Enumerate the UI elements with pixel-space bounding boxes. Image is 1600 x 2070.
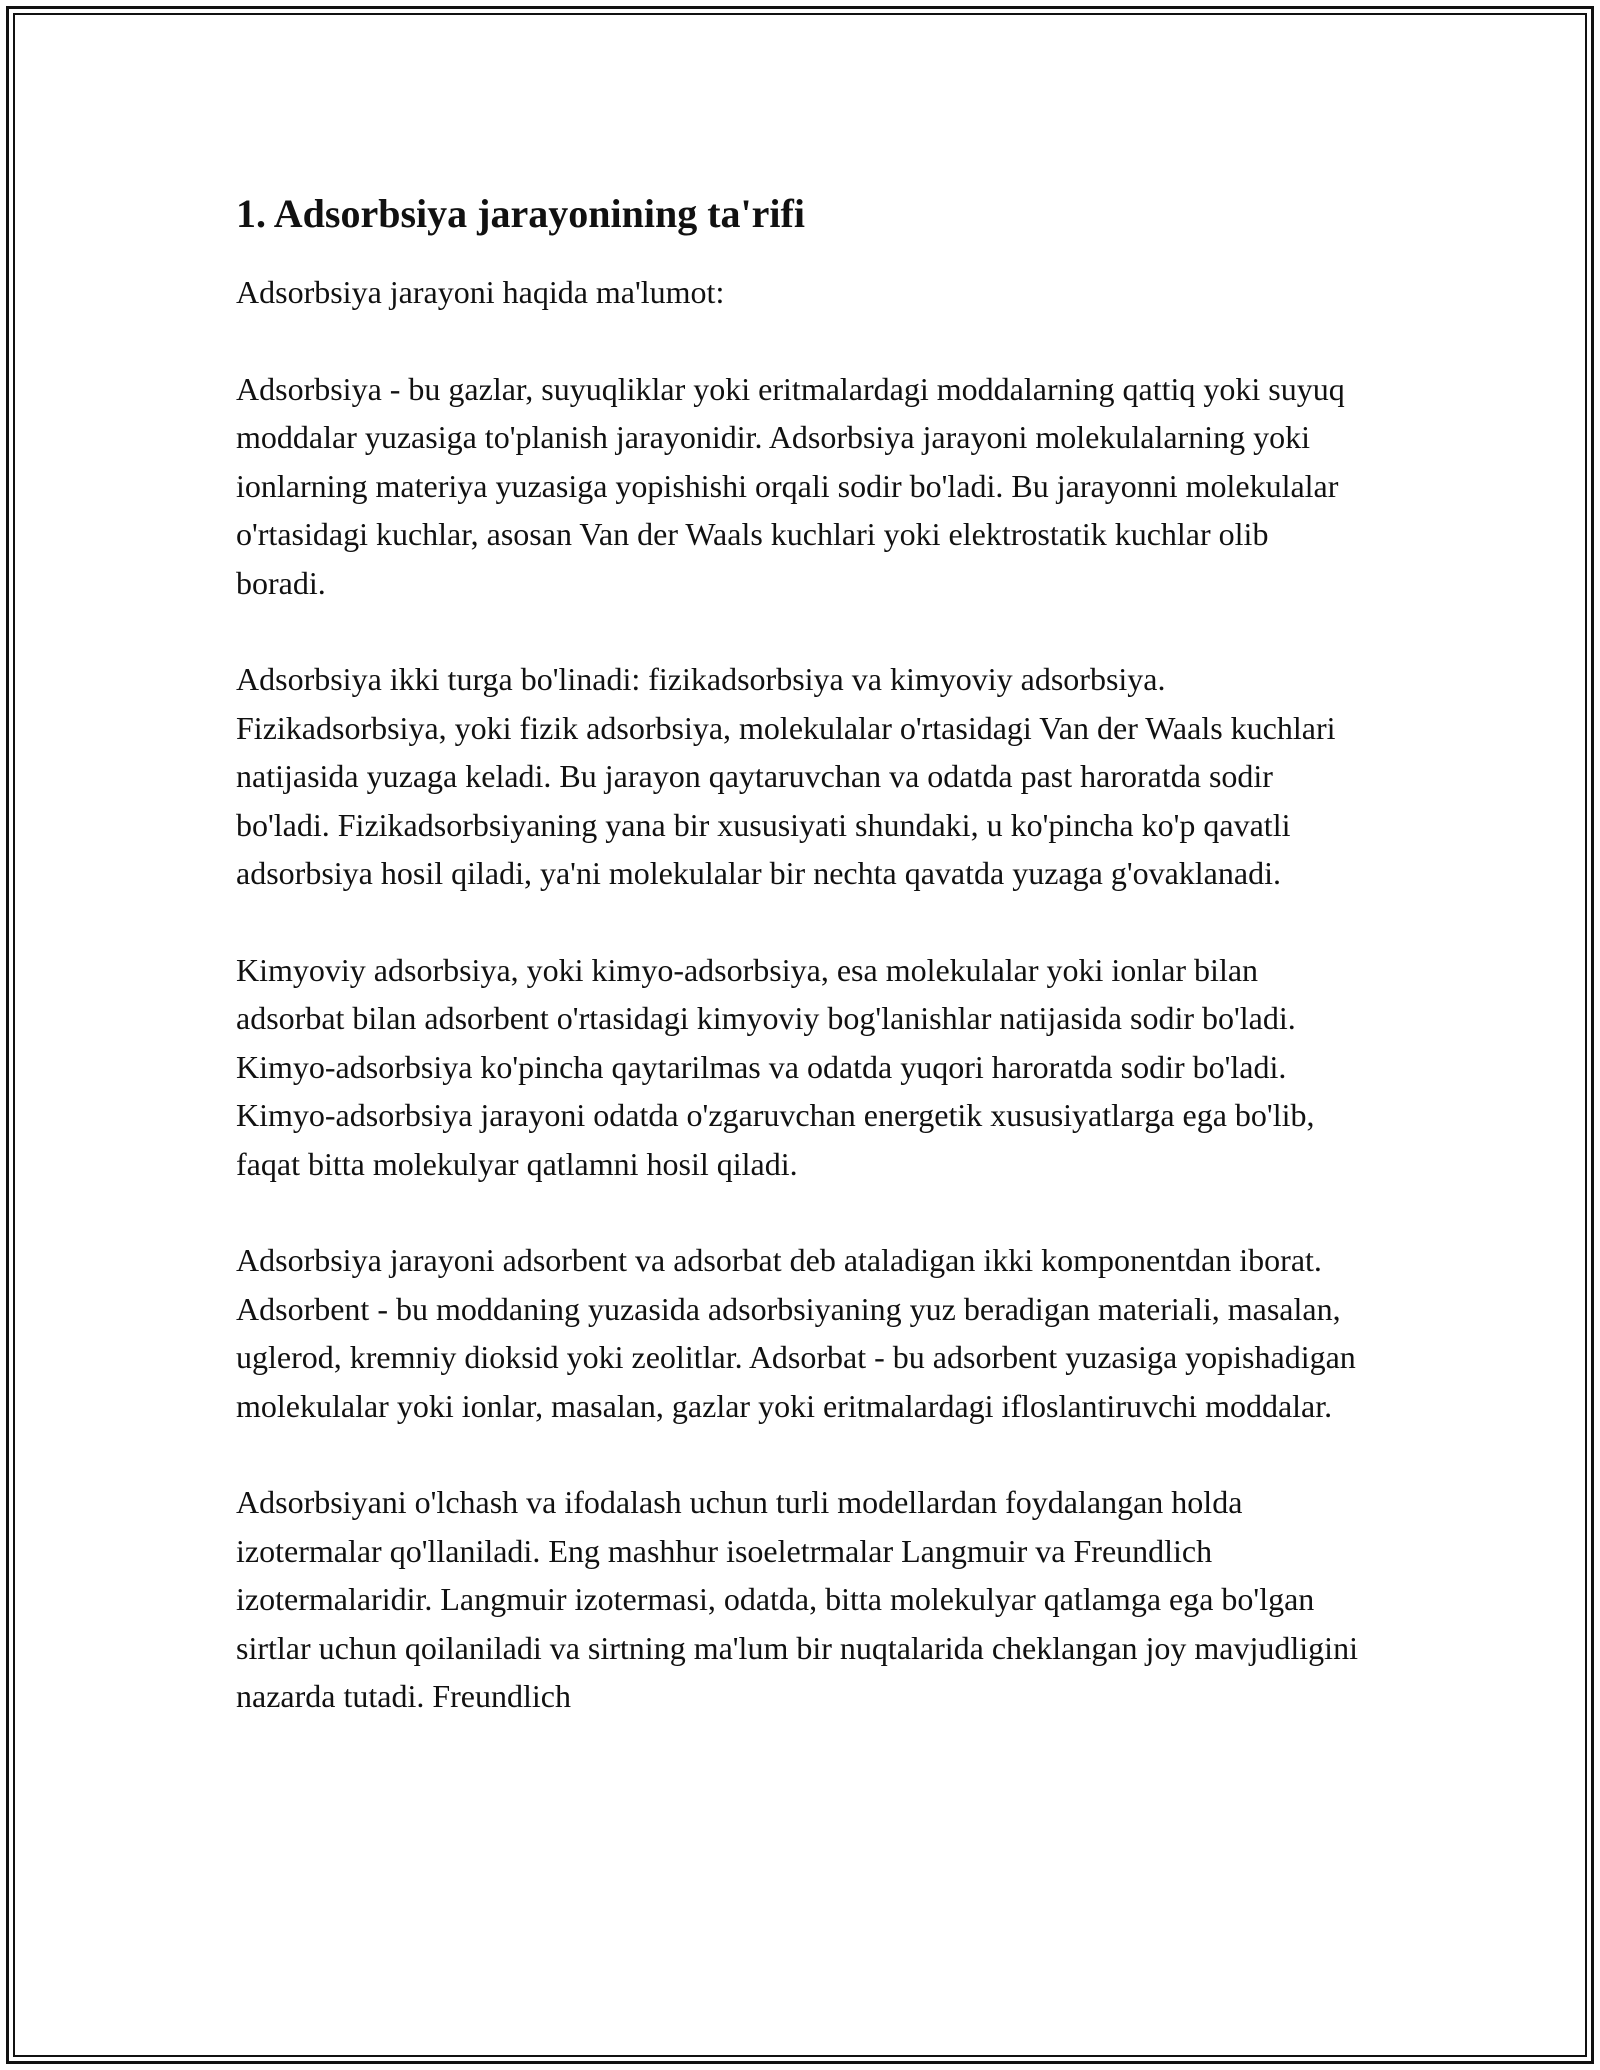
section-heading: 1. Adsorbsiya jarayonining ta'rifi (236, 191, 805, 236)
paragraph-types: Adsorbsiya ikki turga bo'linadi: fizikadsorbsiya va kimyoviy adsorbsiya. Fizikadsorbsiya, yoki fizik adsorbsiya, molekulalar o'rtasidagi Van der Waals kuchlari natijasida yuzaga keladi. Bu jarayon qaytaruvchan va odatda past haroratda sodir bo'ladi. Fizikadsorbsiyaning yana bir xususiyati shundaki, u ko'pincha ko'p qavatli adsorbsiya hosil qiladi, ya'ni molekulalar bir nechta qavatda yuzaga g'ovaklanadi. (236, 661, 1336, 891)
paragraph-isotherms: Adsorbsiyani o'lchash va ifodalash uchun turli modellardan foydalangan holda izotermalar qo'llaniladi. Eng mashhur isoeletrmalar Langmuir va Freundlich izotermalaridir. Langmuir izotermasi, odatda, bitta molekulyar qatlamga ega bo'lgan sirtlar uchun qoilaniladi va sirtning ma'lum bir nuqtalarida cheklangan joy mavjudligini nazarda tutadi. Freundlich (236, 1484, 1358, 1714)
paragraph-components: Adsorbsiya jarayoni adsorbent va adsorbat deb ataladigan ikki komponentdan iborat. Adsorbent - bu moddaning yuzasida adsorbsiyaning yuz beradigan materiali, masalan, uglerod, kremniy dioksid yoki zeolitlar. Adsorbat - bu adsorbent yuzasiga yopishadigan molekulalar yoki ionlar, masalan, gazlar yoki eritmalardagi ifloslantiruvchi moddalar. (236, 1242, 1356, 1424)
paragraph-definition: Adsorbsiya - bu gazlar, suyuqliklar yoki eritmalardagi moddalarning qattiq yoki suyuq moddalar yuzasiga to'planish jarayonidir. Adsorbsiya jarayoni molekulalarning yoki ionlarning materiya yuzasiga yopishishi orqali sodir bo'ladi. Bu jarayonni molekulalar o'rtasidagi kuchlar, asosan Van der Waals kuchlari yoki elektrostatik kuchlar olib boradi. (236, 370, 1345, 601)
paragraph-chemisorption: Kimyoviy adsorbsiya, yoki kimyo-adsorbsiya, esa molekulalar yoki ionlar bilan adsorbat bilan adsorbent o'rtasidagi kimyoviy bog'lanishlar natijasida sodir bo'ladi. Kimyo-adsorbsiya ko'pincha qaytarilmas va odatda yuqori haroratda sodir bo'ladi. Kimyo-adsorbsiya jarayoni odatda o'zgaruvchan energetik xususiyatlarga ega bo'lib, faqat bitta molekulyar qatlamni hosil qiladi. (236, 951, 1315, 1182)
intro-paragraph: Adsorbsiya jarayoni haqida ma'lumot: (236, 274, 725, 310)
document-body (236, 187, 1366, 1769)
